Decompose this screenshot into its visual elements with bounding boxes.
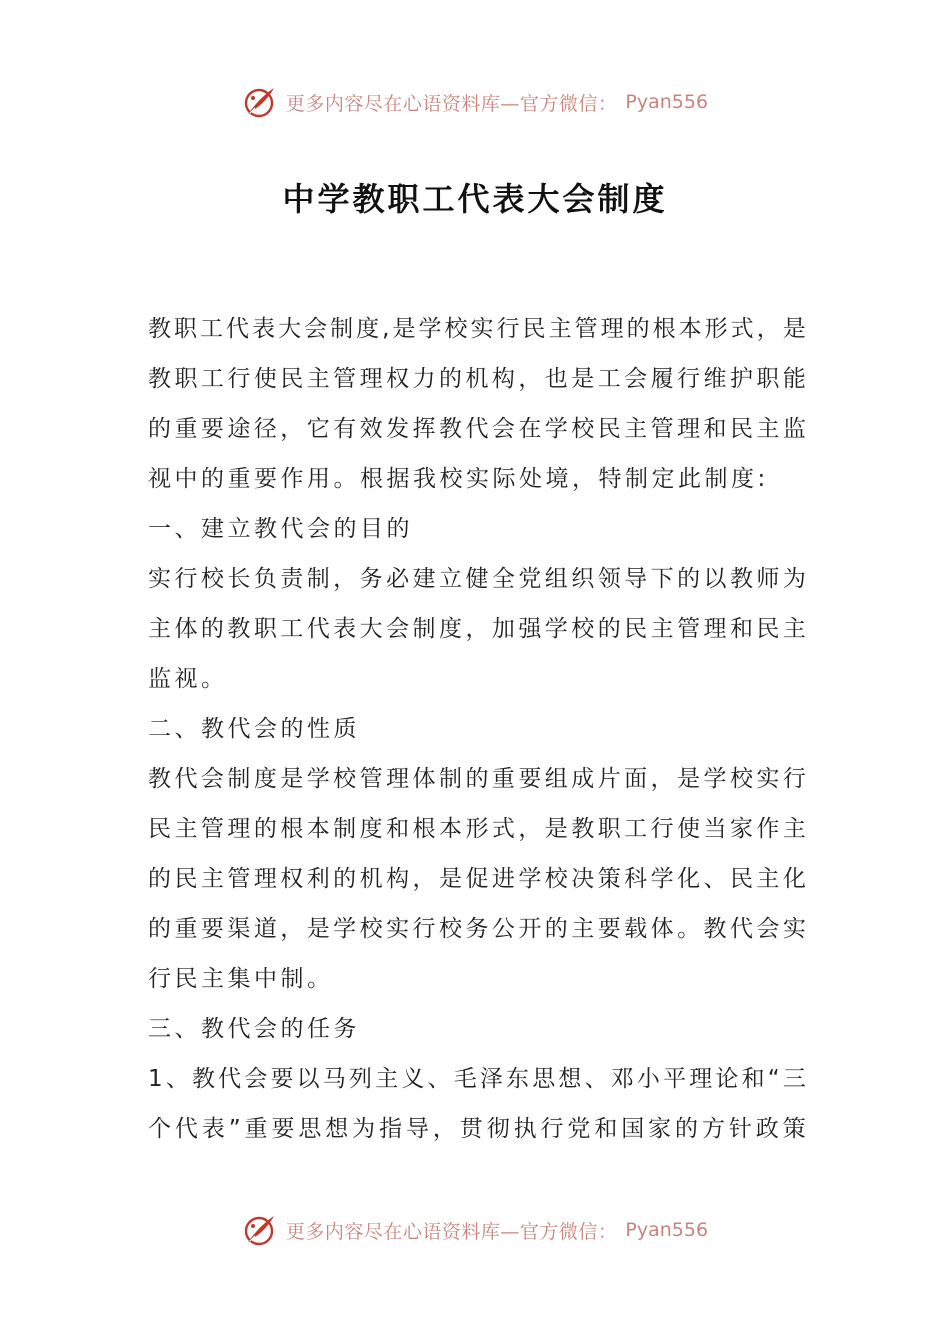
body-line: 教 职 工 行 使 民 主 管 理 权 力 的 机 构 ， 也 是 工 会 履 行 维 护 职 能 [148, 366, 806, 392]
body-line: 行民主集中制。 [148, 966, 334, 992]
document-body [148, 304, 806, 1154]
quill-pen-circle-icon [242, 1212, 278, 1248]
watermark-text: 更多内容尽在心语资料库—官方微信： [285, 1220, 618, 1243]
body-line: 监视。 [148, 666, 228, 692]
body-line: 民 主 管 理 的 根 本 制 度 和 根 本 形 式 ， 是 教 职 工 行 使 当 家 作 主 [148, 816, 806, 842]
body-line: 1 、 教 代 会 要 以 马 列 主 义 、 毛 泽 东 思 想 、 邓 小 平 理 论 和 “ 三 [148, 1066, 806, 1092]
body-line: 主 体 的 教 职 工 代 表 大 会 制 度 ， 加 强 学 校 的 民 主 管 理 和 民 主 [148, 616, 806, 642]
watermark-wechat-id: Pyan556 [625, 1219, 709, 1241]
watermark-wechat-id: Pyan556 [625, 91, 709, 113]
watermark-text: 更多内容尽在心语资料库—官方微信： [285, 92, 618, 115]
body-line: 一、建立教代会的目的 [148, 516, 413, 542]
body-line: 三、教代会的任务 [148, 1016, 360, 1042]
body-line: 视中的重要作用。根据我校实际处境，特制定此制度: [148, 466, 769, 492]
body-line: 二、教代会的性质 [148, 716, 360, 742]
body-line: 个 代 表 ” 重 要 思 想 为 指 导 ， 贯 彻 执 行 党 和 国 家 的 方 针 政 策 [148, 1116, 806, 1142]
body-line: 的 重 要 渠 道 ， 是 学 校 实 行 校 务 公 开 的 主 要 载 体 。 教 代 会 实 [148, 916, 806, 942]
body-line: 教 代 会 制 度 是 学 校 管 理 体 制 的 重 要 组 成 片 面 ， 是 学 校 实 行 [148, 766, 806, 792]
header-watermark [0, 82, 950, 122]
footer-watermark [0, 1210, 950, 1250]
body-line: 的 民 主 管 理 权 利 的 机 构 ， 是 促 进 学 校 决 策 科 学 化 、 民 主 化 [148, 866, 806, 892]
document-title: 中学教职工代表大会制度 [282, 180, 668, 218]
body-line: 教 职 工 代 表 大 会 制 度 , 是 学 校 实 行 民 主 管 理 的 根 本 形 式 ， 是 [148, 316, 806, 342]
body-line: 实 行 校 长 负 责 制 ， 务 必 建 立 健 全 党 组 织 领 导 下 的 以 教 师 为 [148, 566, 806, 592]
quill-pen-circle-icon [242, 84, 278, 120]
body-line: 的 重 要 途 径 ， 它 有 效 发 挥 教 代 会 在 学 校 民 主 管 理 和 民 主 监 [148, 416, 806, 442]
